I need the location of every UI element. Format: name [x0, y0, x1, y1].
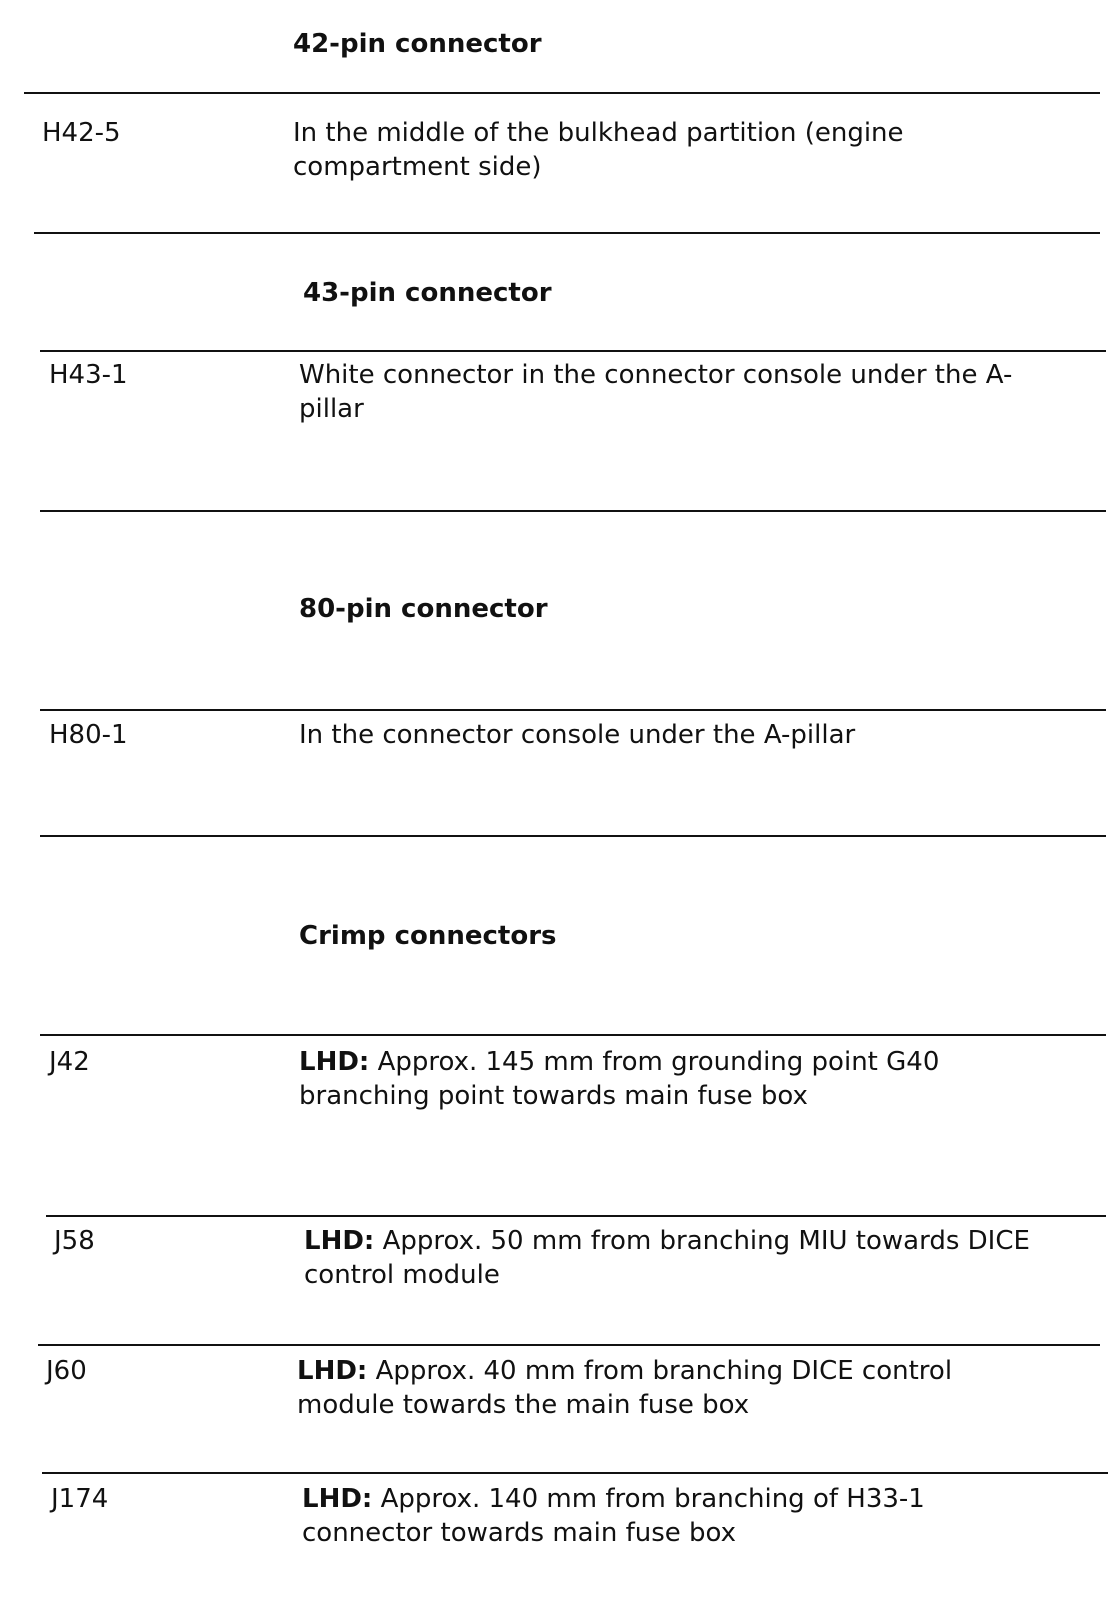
divider — [40, 1034, 1106, 1036]
lhd-label: LHD: — [297, 1356, 368, 1386]
divider — [40, 510, 1106, 512]
divider — [34, 232, 1100, 234]
divider — [24, 92, 1100, 94]
location-text: Approx. 50 mm from branching MIU towards DICE control module — [304, 1226, 1030, 1290]
lhd-label: LHD: — [302, 1484, 373, 1514]
section-heading-crimp: Crimp connectors — [299, 921, 557, 951]
lhd-label: LHD: — [304, 1226, 375, 1256]
connector-location — [297, 1354, 1032, 1422]
connector-location: White connector in the connector console under the A-pillar — [299, 360, 1013, 424]
connector-code: H43-1 — [49, 360, 128, 390]
connector-location — [299, 1045, 1019, 1113]
section-heading-42-pin: 42-pin connector — [293, 29, 542, 59]
connector-code: H80-1 — [49, 720, 128, 750]
connector-location: In the middle of the bulkhead partition (engine compartment side) — [293, 118, 904, 182]
connector-location — [302, 1482, 1022, 1550]
connector-location: In the connector console under the A-pillar — [299, 720, 856, 750]
divider — [40, 835, 1106, 837]
connector-code: J42 — [49, 1047, 90, 1077]
divider — [40, 350, 1106, 352]
section-heading-43-pin: 43-pin connector — [303, 278, 552, 308]
location-text: Approx. 40 mm from branching DICE control module towards the main fuse box — [297, 1356, 953, 1420]
connector-code: H42-5 — [42, 118, 121, 148]
section-heading-80-pin: 80-pin connector — [299, 594, 548, 624]
connector-code: J174 — [51, 1484, 109, 1514]
connector-location — [304, 1224, 1099, 1292]
connector-code: J60 — [46, 1356, 87, 1386]
lhd-label: LHD: — [299, 1047, 370, 1077]
location-text: Approx. 145 mm from grounding point G40 branching point towards main fuse box — [299, 1047, 940, 1111]
divider — [46, 1215, 1106, 1217]
location-text: Approx. 140 mm from branching of H33-1 connector towards main fuse box — [302, 1484, 925, 1548]
connector-code: J58 — [54, 1226, 95, 1256]
divider — [38, 1344, 1100, 1346]
divider — [40, 709, 1106, 711]
divider — [42, 1472, 1108, 1474]
